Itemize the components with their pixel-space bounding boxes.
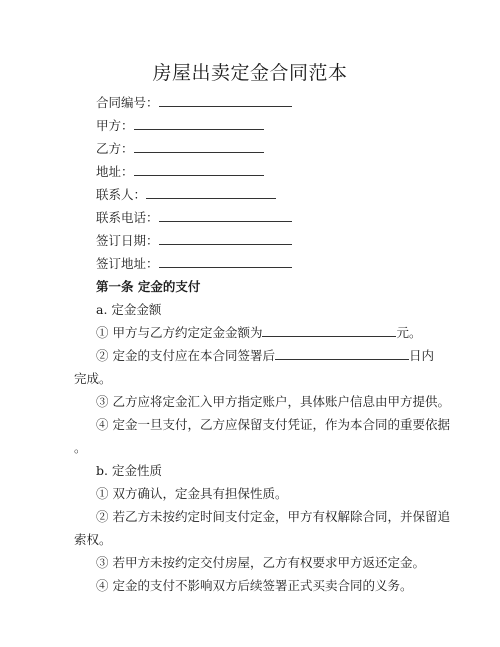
clause-a3: ③ 乙方应将定金汇入甲方指定账户，具体账户信息由甲方提供。: [96, 394, 450, 409]
field-sign-date: [96, 233, 292, 249]
sub-heading-b: b. 定金性质: [96, 463, 162, 478]
clause-a2: [96, 348, 434, 364]
sub-heading-a: a. 定金金额: [96, 302, 162, 317]
blank-line: [134, 119, 264, 130]
field-contract-number: [96, 95, 292, 111]
field-label: 乙方：: [96, 141, 134, 156]
article-1-heading: 第一条 定金的支付: [96, 279, 201, 294]
blank-line: [159, 234, 292, 245]
clause-b2-continued: 索权。: [74, 532, 112, 547]
clause-b1: ① 双方确认，定金具有担保性质。: [96, 486, 288, 501]
clause-a4: ④ 定金一旦支付，乙方应保留支付凭证，作为本合同的重要依据: [96, 417, 450, 432]
field-label: 合同编号：: [96, 95, 159, 110]
clause-a1: [96, 325, 422, 341]
field-sign-place: [96, 256, 292, 272]
clause-a2-continued: 完成。: [74, 371, 112, 386]
clause-text: ① 甲方与乙方约定定金金额为: [96, 325, 263, 340]
field-contact-phone: [96, 210, 292, 226]
field-contact-person: [96, 187, 276, 203]
clause-b4: ④ 定金的支付不影响双方后续签署正式买卖合同的义务。: [96, 578, 413, 593]
field-label: 联系电话：: [96, 210, 159, 225]
field-label: 签订日期：: [96, 233, 159, 248]
document-title: 房屋出卖定金合同范本: [152, 62, 348, 84]
blank-line: [146, 188, 276, 199]
field-party-a: [96, 118, 264, 134]
blank-line: [159, 96, 292, 107]
blank-line: [134, 165, 264, 176]
blank-line: [159, 211, 292, 222]
field-party-b: [96, 141, 264, 157]
blank-line: [262, 326, 396, 337]
clause-b3: ③ 若甲方未按约定交付房屋，乙方有权要求甲方返还定金。: [96, 555, 425, 570]
clause-text: 日内: [408, 348, 434, 363]
field-label: 联系人：: [96, 187, 147, 202]
field-address: [96, 164, 264, 180]
clause-a4-continued: 。: [74, 440, 87, 455]
blank-line: [275, 349, 409, 360]
blank-line: [134, 142, 264, 153]
clause-b2: ② 若乙方未按约定时间支付定金，甲方有权解除合同，并保留追: [96, 509, 450, 524]
field-label: 地址：: [96, 164, 134, 179]
clause-text: ② 定金的支付应在本合同签署后: [96, 348, 275, 363]
field-label: 甲方：: [96, 118, 134, 133]
field-label: 签订地址：: [96, 256, 159, 271]
clause-text: 元。: [396, 325, 422, 340]
blank-line: [159, 257, 292, 268]
